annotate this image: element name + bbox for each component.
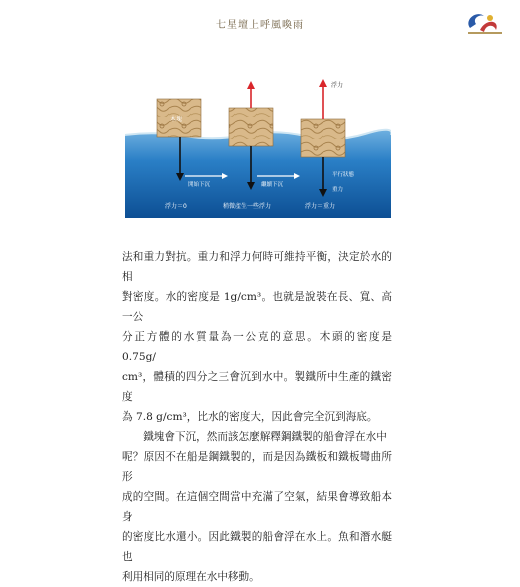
body-text xyxy=(122,247,392,587)
text-line: 呢？原因不在船是鋼鐵製的，而是因為鐵板和鐵板彎曲所形 xyxy=(122,451,392,483)
buoyancy-label: 浮力 xyxy=(331,82,344,89)
keep-sink-label: 繼續下沉 xyxy=(261,182,284,188)
wood-block-2 xyxy=(229,108,273,146)
text-line: 為 7.8 g/cm³，比水的密度大，因此會完全沉到海底。 xyxy=(122,411,378,423)
caption-buoyancy-equal: 浮力＝重力 xyxy=(305,203,336,210)
text-line: 鐵塊會下沉，然而該怎麼解釋鋼鐵製的船會浮在水中 xyxy=(143,431,387,443)
caption-buoyancy-generated: 稍微產生一些浮力 xyxy=(223,203,272,210)
page-header-title: 七星壇上呼風喚雨 xyxy=(216,20,304,31)
start-sink-label: 開始下沉 xyxy=(188,182,211,188)
gravity-label: 重力 xyxy=(332,187,344,193)
wood-label: 木塊 xyxy=(170,116,183,123)
text-line: 成的空間。在這個空間當中充滿了空氣，結果會導致船本身 xyxy=(122,491,392,523)
paragraph-2 xyxy=(122,427,392,587)
text-line: 分正方體的水質量為一公克的意思。木頭的密度是 0.75g/ xyxy=(122,331,392,363)
wood-block-3 xyxy=(301,119,345,157)
caption-buoyancy-zero: 浮力＝0 xyxy=(165,203,187,210)
publisher-logo xyxy=(460,8,508,38)
text-line: 對密度。水的密度是 1g/cm³。也就是說裝在長、寬、高一公 xyxy=(122,291,392,323)
text-line: 的密度比水還小。因此鐵製的船會浮在水上。魚和潛水艇也 xyxy=(122,531,392,563)
text-line: 利用相同的原理在水中移動。 xyxy=(122,571,260,583)
text-line: 法和重力對抗。重力和浮力何時可維持平衡，決定於水的相 xyxy=(122,251,392,283)
paragraph-1 xyxy=(122,247,392,427)
text-line: cm³，體積的四分之三會沉到水中。製鐵所中生產的鐵密度 xyxy=(122,371,392,403)
buoyancy-diagram xyxy=(125,73,391,218)
balance-state-label: 平行狀態 xyxy=(332,172,355,178)
